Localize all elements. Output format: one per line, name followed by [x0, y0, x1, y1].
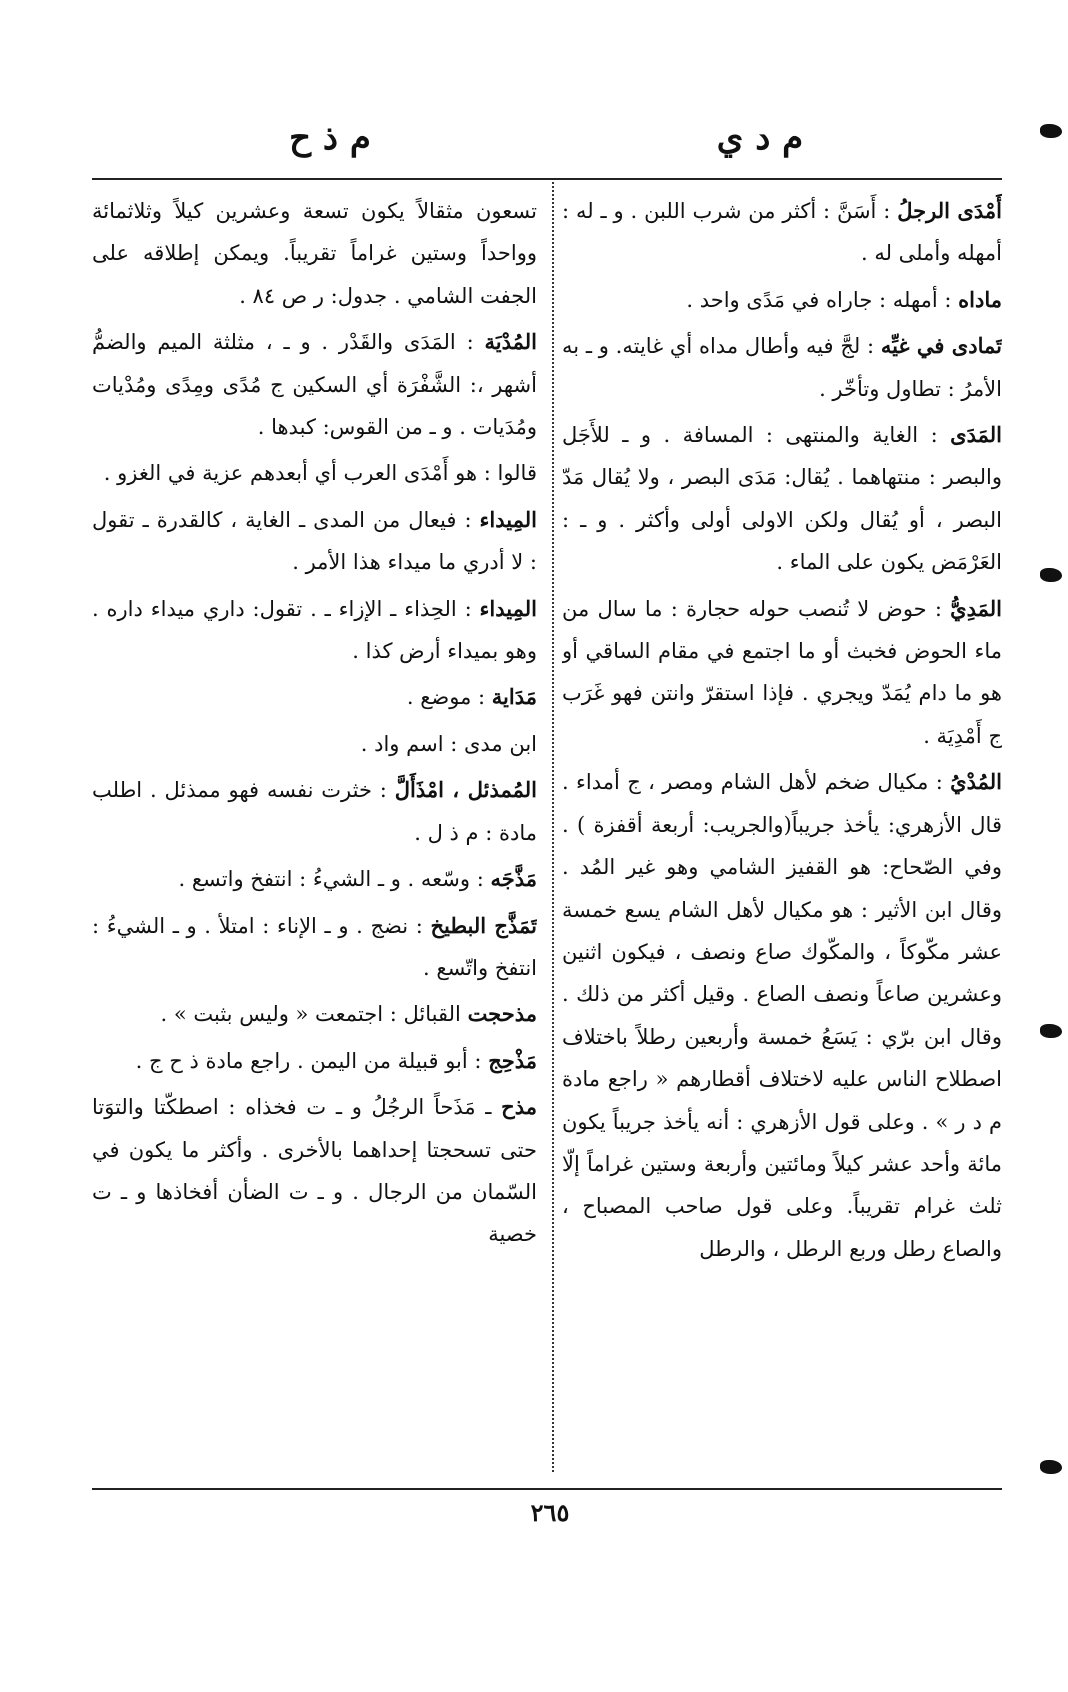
entry-headword: المِيداء	[479, 595, 537, 621]
entry-definition: : أبو قبيلة من اليمن . راجع مادة ذ ح ج .	[135, 1048, 482, 1073]
entry	[92, 858, 537, 900]
right-column	[562, 190, 1002, 1480]
entry	[92, 1040, 537, 1082]
entry-headword: أَمْدَى الرجلُ	[897, 198, 1002, 223]
entry-headword: المَدِيُّ	[950, 595, 1002, 621]
entry	[92, 993, 537, 1035]
running-header-left: م ذ ح	[289, 118, 371, 158]
entry	[92, 588, 537, 673]
entry-definition: : وسّعه . و ـ الشيءُ : انتفخ واتسع .	[178, 867, 484, 892]
entry	[92, 1086, 537, 1256]
entry-definition: : الحِذاء ـ الإزاء ـ . تقول: داري ميداء داره . وهو بميداء أرض كذا .	[92, 596, 537, 664]
entry	[562, 279, 1002, 321]
entry	[562, 325, 1002, 410]
entry-headword: ماداه	[958, 286, 1002, 312]
entry-definition: : نضج . و ـ الإناء : امتلأ . و ـ الشيءُ : انتفخ واتّسع .	[92, 913, 537, 980]
entry-definition: : مكيال ضخم لأهل الشام ومصر ، ج أمداء . قال الأزهري: يأخذ جريباً(والجريب: أربعة أقفزة ) . وفي الصّحاح: هو القفيز الشامي وهو غير المُد . وقال ابن الأثير : هو مكيال لأهل الشام يسع خمسة عشر مكّوكاً ، والمكّوك صاع ونصف ، فيكون اثنين وعشرين صاعاً ونصف الصاع . وقيل أكثر من ذلك . وقال ابن برّي : يَسَعُ خمسة وأربعين رطلاً باختلاف اصطلاح الناس عليه لاختلاف أقطارهم « راجع مادة م د ر » . وعلى قول الأزهري : أنه يأخذ جريباً يكون مائة وأحد عشر كيلاً ومائتين وأربعة وستين غراماً إلّا ثلث غرام تقريباً. وعلى قول صاحب المصباح ، والصاع رطل وربع الرطل ، والرطل	[562, 770, 1002, 1261]
entry-headword: المُدْيُ	[950, 769, 1002, 795]
entry-headword: المُمذئل ، امْذَأَلَّ	[394, 777, 537, 803]
margin-mark	[1040, 124, 1062, 138]
entry-definition: : أمهله : جاراه في مَدًى واحد .	[686, 287, 952, 312]
entry	[92, 676, 537, 718]
entry-headword: المِيداء	[479, 506, 537, 532]
entry-headword: مَذْحِج	[488, 1047, 537, 1073]
entry-definition: تسعون مثقالاً يكون تسعة وعشرين كيلاً وثلاثمائة وواحداً وستين غراماً تقريباً. ويمكن إطلاقه على الجفت الشامي . جدول: ر ص ٨٤ .	[92, 199, 537, 308]
entry-definition: : المَدَى والقَدْر . و ـ ، مثلثة الميم والضمُّ أشهر ،: الشَّفْرَة أي السكين ج مُدًى ومِدًى ومُدْيات ومُدَيات . و ـ من القوس: كبدها .	[92, 330, 537, 440]
margin-mark	[1040, 568, 1062, 582]
entry-definition: : موضع .	[406, 685, 486, 710]
entry	[92, 769, 537, 854]
margin-mark	[1040, 1460, 1062, 1474]
entry-definition: القبائل : اجتمعت « وليس بثبت » .	[160, 1002, 461, 1027]
entry-headword: المَدَى	[950, 422, 1002, 448]
entry-definition: : الغاية والمنتهى : المسافة . و ـ للأَجَل والبصر : منتهاهما . يُقال: مَدَى البصر ، ولا يُقال مَدّ البصر ، أو يُقال ولكن الاولى أولى وأكثر . و ـ : العَرْمَض يكون على الماء .	[562, 423, 1002, 575]
margin-mark	[1040, 1024, 1062, 1038]
entry-definition: : فيعال من المدى ـ الغاية ، كالقدرة ـ تقول : لا أدري ما ميداء هذا الأمر .	[92, 507, 537, 575]
entry	[92, 190, 537, 317]
entry-definition: : أَسَنَّ : أكثر من شرب اللبن . و ـ له : أمهله وأملى له .	[562, 199, 1002, 266]
entry	[562, 588, 1002, 758]
left-column	[92, 190, 537, 1480]
entry-headword: مذحجت	[467, 1001, 537, 1027]
entry-headword: مَذَّجَه	[490, 866, 537, 892]
entry	[92, 321, 537, 448]
bottom-rule	[92, 1488, 1002, 1490]
entry-headword: مَدَاية	[491, 684, 537, 710]
entry-definition: : خثرت نفسه فهو ممذئل . اطلب مادة : م ذ ل .	[92, 778, 537, 845]
entry-definition: : لجَّ فيه وأطال مداه أي غايته. و ـ به الأمرُ : تطاول وتأخّر .	[562, 334, 1002, 401]
entry	[562, 761, 1002, 1270]
entry-headword: تَمادى في غيِّه	[880, 333, 1002, 359]
entry-definition: : حوض لا تُنصب حوله حجارة : ما سال من ماء الحوض فخبث أو ما اجتمع في مقام الساقي أو هو ما دام يُمَدّ ويجري . فإذا استقرّ وانتن فهو غَرَب ج أَمْدِيَة .	[562, 596, 1002, 748]
entry	[92, 499, 537, 584]
entry	[92, 452, 537, 494]
top-rule	[92, 178, 1002, 180]
entry-definition: قالوا : هو أَمْدَى العرب أي أبعدهم عزية في الغزو .	[103, 461, 537, 486]
entry-definition: ابن مدى : اسم واد .	[360, 731, 537, 756]
entry-definition: ـ مَذَحاً الرجُلُ و ـ ت فخذاه : اصطكّتا والتوَتا حتى تسحجتا إحداهما بالأخرى . وأكثر ما يكون في السّمان من الرجال . و ـ ت الضأن أفخاذها و ـ ت خصية	[92, 1095, 537, 1247]
page-number: ٢٦٥	[530, 1498, 570, 1527]
column-divider	[552, 182, 554, 1472]
entry-headword: مذح	[501, 1094, 537, 1120]
entry-headword: تَمَذَّج البطيخ	[430, 912, 537, 938]
entry	[562, 190, 1002, 275]
entry	[92, 723, 537, 765]
running-header-right: م د ي	[716, 118, 804, 158]
entry-headword: المُدْيَة	[484, 329, 537, 355]
entry	[562, 414, 1002, 584]
entry	[92, 905, 537, 990]
